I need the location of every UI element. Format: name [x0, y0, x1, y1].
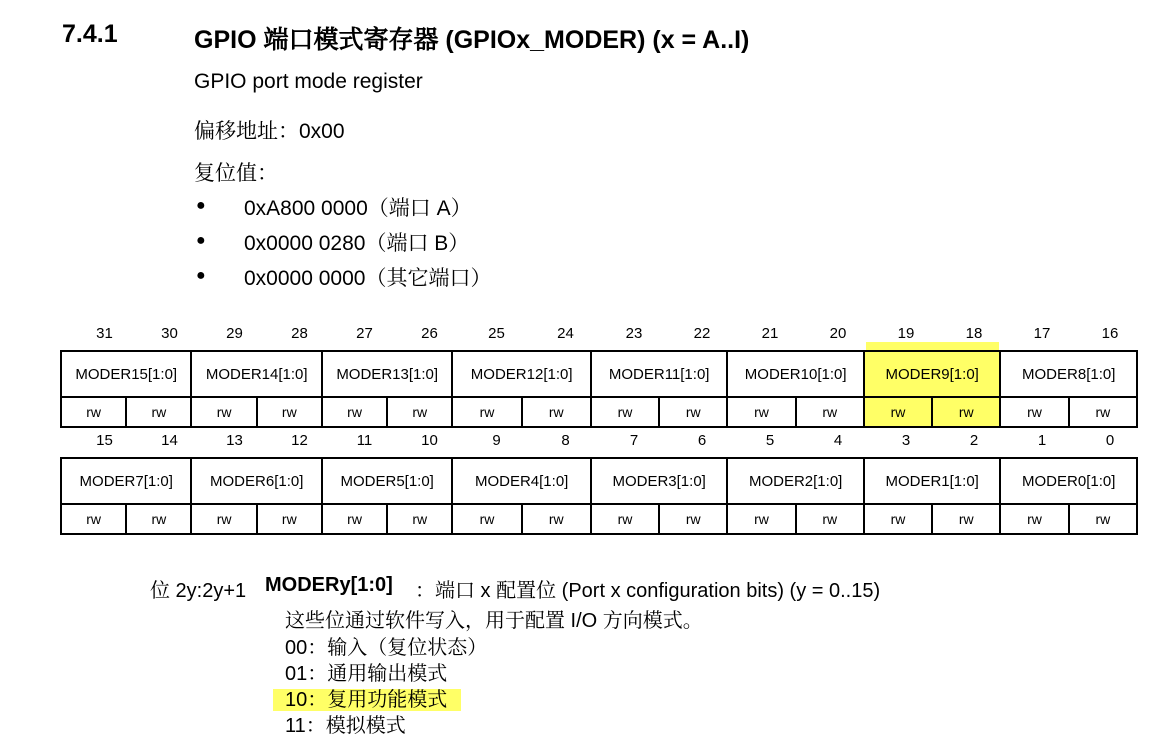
register-subtitle: GPIO port mode register [194, 70, 423, 93]
mode-output: 01：通用输出模式 [285, 663, 448, 685]
description-bits: 位 2y:2y+1 [150, 580, 247, 602]
bit-number: 18 [965, 325, 983, 342]
bit-number: 31 [96, 325, 113, 342]
bit-number: 8 [561, 432, 570, 449]
register-field: MODER8[1:0] [1000, 351, 1137, 397]
access-type: rw [864, 397, 932, 427]
bit-number: 4 [833, 432, 843, 449]
register-field: MODER9[1:0] [864, 351, 1001, 397]
register-field: MODER15[1:0] [61, 351, 191, 397]
access-type: rw [932, 504, 1000, 534]
bit-number: 28 [291, 325, 308, 342]
bit-number: 9 [492, 432, 501, 449]
reset-value-item: 0xA800 0000（端口 A） [244, 197, 472, 220]
bit-number: 22 [693, 325, 711, 342]
access-type: rw [126, 504, 191, 534]
access-type: rw [727, 397, 795, 427]
bit-number: 14 [161, 432, 178, 449]
description-field-name: MODERy[1:0] [265, 574, 393, 596]
access-type: rw [796, 504, 864, 534]
bullet-icon: ● [196, 267, 206, 284]
register-field: MODER5[1:0] [322, 458, 452, 504]
reset-value-label: 复位值： [194, 162, 278, 185]
register-field: MODER3[1:0] [591, 458, 728, 504]
bit-number: 19 [897, 325, 915, 342]
register-field: MODER6[1:0] [191, 458, 321, 504]
highlighted-text: 10：复用功能模式 [273, 689, 461, 711]
access-type: rw [61, 397, 126, 427]
access-type: rw [591, 397, 659, 427]
access-type: rw [387, 397, 452, 427]
access-type: rw [659, 504, 727, 534]
bit-number: 27 [356, 325, 373, 342]
bit-number: 5 [765, 432, 775, 449]
bit-number: 0 [1105, 432, 1115, 449]
mode-alternate-function [285, 683, 461, 712]
access-type: rw [1069, 397, 1137, 427]
access-type: rw [452, 504, 521, 534]
offset-address: 偏移地址：0x00 [194, 120, 345, 143]
access-type: rw [932, 397, 1000, 427]
description-summary: ：端口 x 配置位 (Port x configuration bits) (y = 0..15) [415, 580, 881, 602]
bit-number: 3 [901, 432, 911, 449]
bit-number: 21 [761, 325, 779, 342]
access-type: rw [522, 504, 591, 534]
register-field: MODER14[1:0] [191, 351, 321, 397]
access-type: rw [322, 397, 387, 427]
access-type: rw [1000, 504, 1068, 534]
bit-number: 26 [421, 325, 438, 342]
register-field: MODER12[1:0] [452, 351, 591, 397]
mode-analog: 11：模拟模式 [285, 715, 406, 737]
bit-number: 30 [161, 325, 178, 342]
access-type: rw [257, 504, 322, 534]
access-type: rw [257, 397, 322, 427]
bit-number: 7 [629, 432, 639, 449]
highlight-marker [866, 342, 999, 350]
access-type: rw [1000, 397, 1068, 427]
bit-number: 10 [421, 432, 438, 449]
bit-number: 29 [226, 325, 243, 342]
bullet-icon: ● [196, 197, 206, 214]
reset-value-item: 0x0000 0000（其它端口） [244, 267, 492, 290]
register-field: MODER4[1:0] [452, 458, 591, 504]
bit-number: 6 [697, 432, 707, 449]
mode-input: 00：输入（复位状态） [285, 637, 488, 659]
register-field: MODER7[1:0] [61, 458, 191, 504]
register-upper-half [60, 350, 1138, 428]
bit-number: 1 [1037, 432, 1047, 449]
reset-value-item: 0x0000 0280（端口 B） [244, 232, 470, 255]
bit-number: 13 [226, 432, 243, 449]
bit-number: 15 [96, 432, 113, 449]
bit-number: 20 [829, 325, 847, 342]
access-type: rw [796, 397, 864, 427]
register-field: MODER10[1:0] [727, 351, 864, 397]
section-title: GPIO 端口模式寄存器 (GPIOx_MODER) (x = A..I) [194, 26, 750, 54]
bit-number: 23 [625, 325, 643, 342]
access-type: rw [864, 504, 932, 534]
access-type: rw [522, 397, 591, 427]
access-type: rw [727, 504, 795, 534]
access-type: rw [191, 397, 256, 427]
description-line: 这些位通过软件写入，用于配置 I/O 方向模式。 [285, 610, 703, 632]
access-type: rw [659, 397, 727, 427]
access-type: rw [322, 504, 387, 534]
access-type: rw [452, 397, 521, 427]
bit-number: 12 [291, 432, 308, 449]
register-field: MODER13[1:0] [322, 351, 452, 397]
bit-number: 11 [356, 432, 373, 449]
bit-number: 17 [1033, 325, 1051, 342]
access-type: rw [387, 504, 452, 534]
bit-number: 16 [1101, 325, 1119, 342]
bit-number: 2 [969, 432, 979, 449]
access-type: rw [191, 504, 256, 534]
bullet-icon: ● [196, 232, 206, 249]
register-field: MODER11[1:0] [591, 351, 728, 397]
register-field: MODER1[1:0] [864, 458, 1001, 504]
register-lower-half [60, 457, 1138, 535]
access-type: rw [126, 397, 191, 427]
access-type: rw [61, 504, 126, 534]
register-field: MODER0[1:0] [1000, 458, 1137, 504]
bit-number: 25 [488, 325, 505, 342]
section-number: 7.4.1 [62, 20, 118, 48]
register-field: MODER2[1:0] [727, 458, 864, 504]
access-type: rw [591, 504, 659, 534]
access-type: rw [1069, 504, 1137, 534]
bit-number: 24 [557, 325, 574, 342]
